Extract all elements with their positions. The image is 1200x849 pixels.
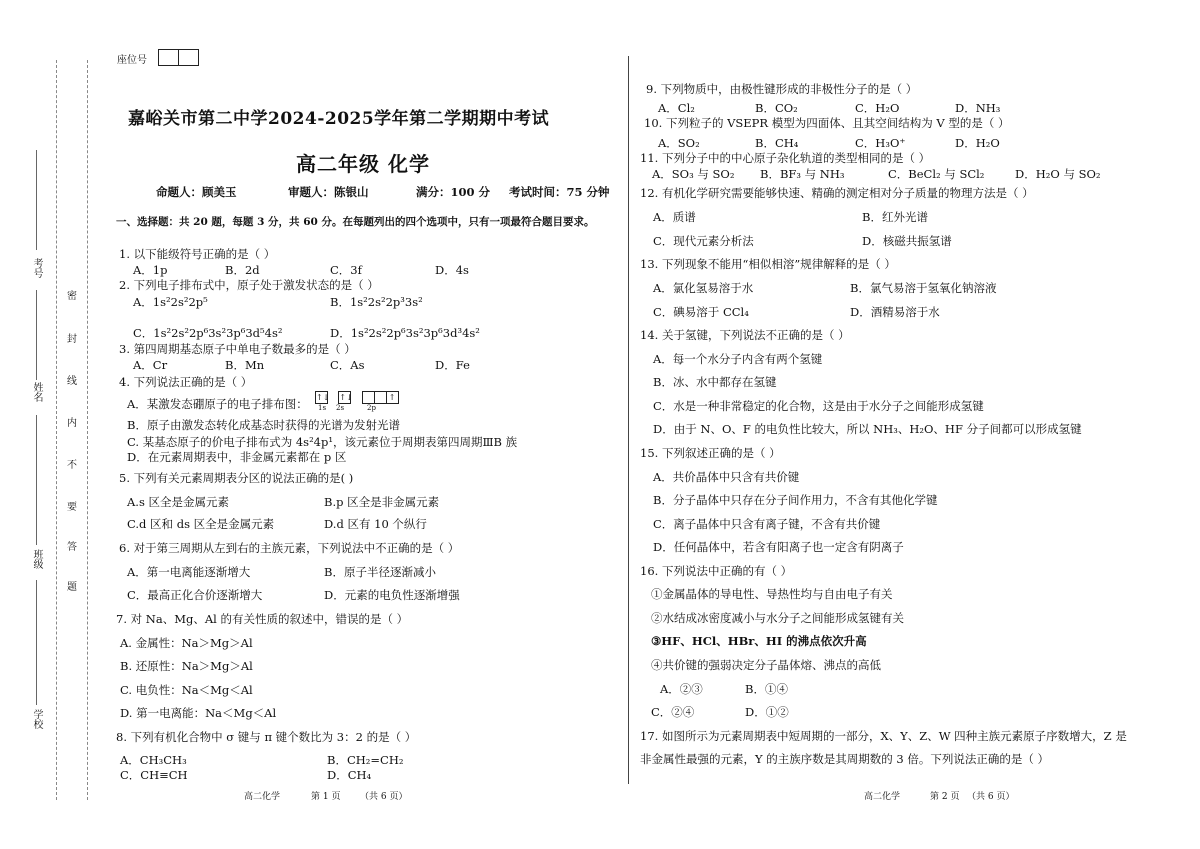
seat-label: 座位号 — [117, 55, 147, 66]
exam-title: 嘉峪关市第二中学2024-2025学年第二学期期中考试 — [128, 109, 550, 129]
seal-char-8: 题 — [67, 582, 77, 593]
q17-stem-line1: 17. 如图所示为元素周期表中短周期的一部分，X、Y、Z、W 四种主族元素原子序数增大，Z 是 — [640, 729, 1127, 743]
q16-opt-a: A．②③ — [660, 682, 703, 696]
q14-stem: 14. 关于氢键，下列说法不正确的是（ ） — [640, 328, 850, 342]
reviewer: 审题人：陈银山 — [288, 185, 369, 199]
q15-opt-c: C．离子晶体中只含有离子键，不含有共价键 — [653, 517, 881, 531]
binding-line-outer — [56, 60, 57, 800]
q8-opt-d: D．CH₄ — [327, 768, 372, 782]
q15-opt-b: B．分子晶体中只存在分子间作用力，不含有其他化学键 — [653, 493, 938, 507]
q5-opt-c: C.d 区和 ds 区全是金属元素 — [127, 517, 275, 531]
footer-right-subject: 高二化学 — [864, 792, 901, 802]
q9-opt-c: C．H₂O — [855, 101, 900, 115]
q13-opt-b: B．氯气易溶于氢氧化钠溶液 — [850, 281, 997, 295]
margin-label-exam-no: 考号 — [31, 258, 42, 278]
seal-char-6: 要 — [67, 502, 77, 513]
q11-opt-c: C．BeCl₂ 与 SCl₂ — [888, 167, 985, 181]
orbital-diagram — [315, 389, 398, 404]
q6-opt-c: C．最高正化合价逐渐增大 — [127, 588, 263, 602]
section-heading: 一、选择题：共 20 题，每题 3 分，共 60 分。在每题列出的四个选项中，只有一项最符合题目要求。 — [116, 216, 595, 228]
seat-box-2[interactable] — [178, 49, 199, 66]
q11-opt-b: B．BF₃ 与 NH₃ — [760, 167, 845, 181]
q4-opt-d: D．在元素周期表中，非金属元素都在 p 区 — [127, 450, 347, 464]
q6-opt-b: B．原子半径逐渐减小 — [324, 565, 436, 579]
q2-opt-b: B．1s²2s²2p³3s² — [330, 295, 423, 309]
orbital-label-2s: 2s — [336, 404, 345, 412]
q14-opt-c: C．水是一种非常稳定的化合物，这是由于水分子之间能形成氢键 — [653, 399, 984, 413]
q13-opt-a: A．氯化氢易溶于水 — [653, 281, 754, 295]
author: 命题人：顾美玉 — [156, 185, 237, 199]
margin-line-3 — [36, 415, 37, 545]
full-score: 满分：100 分 — [416, 185, 491, 199]
orbital-label-2p: 2p — [367, 404, 376, 412]
q16-opt-b: B．①④ — [745, 682, 788, 696]
q16-statement-3: ③HF、HCl、HBr、HI 的沸点依次升高 — [651, 634, 867, 648]
margin-line-4 — [36, 580, 37, 705]
q12-opt-a: A．质谱 — [653, 210, 696, 224]
q3-opt-b: B．Mn — [225, 358, 265, 372]
q3-opt-a: A．Cr — [133, 358, 168, 372]
footer-left-total: （共 6 页） — [360, 792, 408, 802]
q16-opt-d: D．①② — [745, 705, 789, 719]
q7-opt-a: A. 金属性：Na＞Mg＞Al — [120, 636, 253, 650]
q10-opt-d: D．H₂O — [955, 136, 1000, 150]
q1-opt-a: A．1p — [133, 263, 168, 277]
exam-subtitle: 高二年级 化学 — [296, 152, 430, 176]
q12-opt-b: B．红外光谱 — [862, 210, 928, 224]
q12-stem: 12. 有机化学研究需要能够快速、精确的测定相对分子质量的物理方法是（ ） — [640, 186, 1034, 200]
exam-time: 考试时间：75 分钟 — [509, 185, 610, 199]
footer-right-page: 第 2 页 — [930, 792, 960, 802]
q1-stem: 1. 以下能级符号正确的是（ ） — [119, 247, 276, 261]
q16-statement-2: ②水结成冰密度减小与水分子之间能形成氢键有关 — [651, 611, 904, 625]
orbital-box-2s: ↑↓ — [339, 392, 353, 402]
q8-opt-c: C．CH≡CH — [120, 768, 188, 782]
seal-char-1: 密 — [67, 291, 77, 302]
q12-opt-c: C．现代元素分析法 — [653, 234, 754, 248]
q16-stem: 16. 下列说法中正确的有（ ） — [640, 564, 793, 578]
orbital-box-2p-3: ↑ — [386, 391, 399, 404]
margin-line-2 — [36, 290, 37, 380]
q9-opt-a: A．Cl₂ — [658, 101, 695, 115]
q14-opt-d: D．由于 N、O、F 的电负性比较大，所以 NH₃、H₂O、HF 分子间都可以形成氢键 — [653, 422, 1082, 436]
binding-line-inner — [87, 60, 88, 800]
q5-opt-d: D.d 区有 10 个纵行 — [324, 517, 427, 531]
q15-stem: 15. 下列叙述正确的是（ ） — [640, 446, 781, 460]
q12-opt-d: D．核磁共振氢谱 — [862, 234, 952, 248]
q10-opt-c: C．H₃O⁺ — [855, 136, 906, 150]
q3-opt-d: D．Fe — [435, 358, 470, 372]
q16-statement-1: ①金属晶体的导电性、导热性均与自由电子有关 — [651, 587, 893, 601]
q6-opt-a: A．第一电离能逐渐增大 — [127, 565, 251, 579]
q11-opt-a: A．SO₃ 与 SO₂ — [652, 167, 735, 181]
orbital-label-1s: 1s — [318, 404, 327, 412]
q3-opt-c: C．As — [330, 358, 365, 372]
q6-opt-d: D．元素的电负性逐渐增强 — [324, 588, 460, 602]
q5-stem: 5. 下列有关元素周期表分区的说法正确的是( ) — [119, 471, 354, 485]
q1-opt-d: D．4s — [435, 263, 469, 277]
margin-line-1 — [36, 150, 37, 250]
q4-opt-a: A．某激发态硼原子的电子排布图： — [127, 397, 308, 411]
q5-opt-a: A.s 区全是金属元素 — [127, 495, 230, 509]
q8-stem: 8. 下列有机化合物中 σ 键与 π 键个数比为 3：2 的是（ ） — [116, 730, 417, 744]
q9-opt-b: B．CO₂ — [755, 101, 798, 115]
q6-stem: 6. 对于第三周期从左到右的主族元素，下列说法中不正确的是（ ） — [119, 541, 460, 555]
q7-opt-c: C. 电负性：Na＜Mg＜Al — [120, 683, 253, 697]
q10-opt-a: A．SO₂ — [658, 136, 700, 150]
q2-stem: 2. 下列电子排布式中，原子处于激发状态的是（ ） — [119, 278, 379, 292]
q2-opt-d: D．1s²2s²2p⁶3s²3p⁶3d³4s² — [330, 326, 480, 340]
q3-stem: 3. 第四周期基态原子中单电子数最多的是（ ） — [119, 342, 356, 356]
q8-opt-b: B．CH₂=CH₂ — [327, 753, 404, 767]
q5-opt-b: B.p 区全是非金属元素 — [324, 495, 440, 509]
q7-opt-b: B. 还原性：Na＞Mg＞Al — [120, 659, 253, 673]
margin-label-class: 班级 — [31, 549, 42, 569]
q9-opt-d: D．NH₃ — [955, 101, 1001, 115]
q10-stem: 10. 下列粒子的 VSEPR 模型为四面体、且其空间结构为 V 型的是（ ） — [644, 116, 1010, 130]
seal-char-4: 内 — [67, 418, 77, 429]
q11-stem: 11. 下列分子中的中心原子杂化轨道的类型相同的是（ ） — [640, 151, 931, 165]
q8-opt-a: A．CH₃CH₃ — [120, 753, 187, 767]
seal-char-2: 封 — [67, 334, 77, 345]
seal-char-3: 线 — [67, 376, 77, 387]
footer-right-total: （共 6 页） — [967, 792, 1015, 802]
q14-opt-b: B．冰、水中都存在氢键 — [653, 375, 777, 389]
q9-stem: 9. 下列物质中，由极性键形成的非极性分子的是（ ） — [646, 82, 918, 96]
column-divider — [628, 56, 629, 784]
q4-opt-c: C. 某基态原子的价电子排布式为 4s²4p¹，该元素位于周期表第四周期ⅢB 族 — [127, 435, 518, 449]
q2-opt-c: C．1s²2s²2p⁶3s²3p⁶3d⁵4s² — [133, 326, 283, 340]
q10-opt-b: B．CH₄ — [755, 136, 799, 150]
q2-opt-a: A．1s²2s²2p⁵ — [133, 295, 208, 309]
q1-opt-b: B．2d — [225, 263, 260, 277]
footer-left-subject: 高二化学 — [244, 792, 281, 802]
seal-char-7: 答 — [67, 542, 77, 553]
q1-opt-c: C．3f — [330, 263, 362, 277]
q7-stem: 7. 对 Na、Mg、Al 的有关性质的叙述中，错误的是（ ） — [116, 612, 409, 626]
q7-opt-d: D. 第一电离能：Na＜Mg＜Al — [120, 706, 277, 720]
q13-stem: 13. 下列现象不能用“相似相溶”规律解释的是（ ） — [640, 257, 896, 271]
q14-opt-a: A．每一个水分子内含有两个氢键 — [653, 352, 823, 366]
margin-label-name: 姓名 — [31, 382, 42, 402]
q4-opt-b: B．原子由激发态转化成基态时获得的光谱为发射光谱 — [127, 418, 400, 432]
q17-stem-line2: 非金属性最强的元素，Y 的主族序数是其周期数的 3 倍。下列说法正确的是（ ） — [640, 752, 1050, 766]
q15-opt-d: D．任何晶体中，若含有阳离子也一定含有阴离子 — [653, 540, 904, 554]
q16-statement-4: ④共价键的强弱决定分子晶体熔、沸点的高低 — [651, 658, 881, 672]
q15-opt-a: A．共价晶体中只含有共价键 — [653, 470, 800, 484]
q16-opt-c: C．②④ — [651, 705, 695, 719]
margin-label-school: 学校 — [31, 709, 42, 729]
q11-opt-d: D．H₂O 与 SO₂ — [1015, 167, 1101, 181]
q13-opt-c: C．碘易溶于 CCl₄ — [653, 305, 749, 319]
orbital-box-1s: ↑↓ — [316, 392, 330, 402]
q13-opt-d: D．酒精易溶于水 — [850, 305, 940, 319]
seal-char-5: 不 — [67, 460, 77, 471]
seat-box-1[interactable] — [158, 49, 179, 66]
q4-stem: 4. 下列说法正确的是（ ） — [119, 375, 253, 389]
footer-left-page: 第 1 页 — [311, 792, 341, 802]
